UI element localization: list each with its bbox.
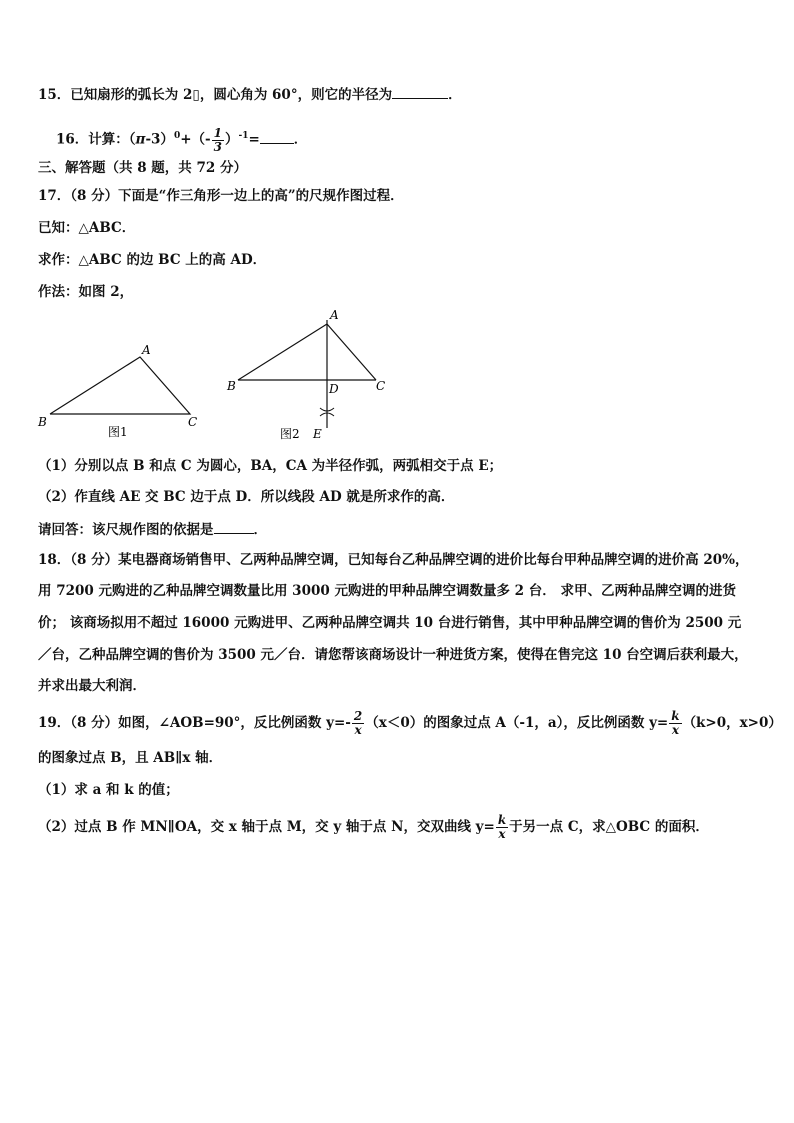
- fraction-one-third: [212, 127, 224, 154]
- fraction-numerator: 1: [213, 125, 222, 140]
- q17-known: 已知：△ABC．: [38, 220, 136, 236]
- q16-end: ．: [293, 131, 308, 148]
- fig1-label-a: A: [142, 343, 151, 357]
- q19-line-2: 的图象过点 B，且 AB∥x 轴．: [38, 750, 223, 766]
- fig1-label-b: B: [38, 415, 47, 429]
- q16-equals: =: [248, 131, 260, 148]
- q15-number: 15．: [38, 87, 71, 103]
- q19-text-b: （x＜0）的图象过点 A（-1，a），反比例函数 y=: [365, 715, 669, 731]
- geometry-figures: [0, 300, 420, 450]
- q15-text-pre: 已知扇形的弧长为 2: [70, 87, 193, 103]
- question-15: [38, 84, 462, 105]
- q16-number: 16．: [56, 131, 89, 148]
- fig2-label-a: A: [330, 308, 339, 322]
- q17-method: 作法：如图 2，: [38, 284, 134, 300]
- q19-line-1: [38, 710, 782, 737]
- figure-2: [226, 308, 385, 441]
- placeholder-box-icon: ▯: [192, 87, 200, 103]
- fig2-label-b: B: [227, 379, 236, 393]
- q17-requirement: 求作：△ABC 的边 BC 上的高 AD．: [38, 252, 267, 268]
- q19-part2-a: （2）过点 B 作 MN∥OA，交 x 轴于点 M，交 y 轴于点 N，交双曲线 y=: [38, 819, 495, 835]
- segment-ab: [238, 324, 327, 380]
- fraction-denominator: x: [352, 723, 364, 737]
- q19-part2-b: 于另一点 C，求△OBC 的面积．: [509, 819, 709, 835]
- fig2-label-c: C: [376, 379, 386, 393]
- fig2-label-d: D: [329, 382, 339, 396]
- q15-end: ．: [448, 87, 462, 103]
- q19-part-2: [38, 814, 709, 841]
- fraction-numerator: k: [671, 709, 680, 723]
- pi-symbol: π: [135, 131, 146, 148]
- q16-plus: +（-: [180, 131, 211, 148]
- segment-ac: [327, 324, 376, 380]
- fraction-denominator: x: [496, 827, 508, 841]
- q17-step-2: （2）作直线 AE 交 BC 边于点 D．所以线段 AD 就是所求作的高．: [38, 489, 455, 505]
- answer-blank[interactable]: [392, 84, 448, 99]
- q19-text-c: （k>0，x>0）: [682, 715, 782, 731]
- q17-answer-prompt: [38, 519, 267, 540]
- q17-ask-end: ．: [253, 522, 267, 538]
- fraction-k-over-x: [669, 710, 681, 737]
- q16-exponent-neg1: -1: [238, 131, 249, 141]
- question-16: [56, 126, 307, 154]
- q18-line-3: 价； 该商场拟用不超过 16000 元购进甲、乙两种品牌空调共 10 台进行销售，其中甲种品牌空调的售价为 2500 元: [38, 615, 742, 631]
- q16-text-pre: 计算：（: [88, 131, 136, 148]
- q17-heading: 17．（8 分）下面是“作三角形一边上的高”的尺规作图过程．: [38, 188, 404, 204]
- fraction-numerator: k: [497, 813, 507, 827]
- fig1-caption: 图1: [108, 425, 128, 439]
- q19-part-1: （1）求 a 和 k 的值；: [38, 782, 179, 798]
- q17-ask: 请回答：该尺规作图的依据是: [38, 522, 214, 538]
- answer-blank[interactable]: [214, 519, 254, 534]
- q15-text-mid: ，圆心角为 60°，则它的半径为: [199, 87, 393, 103]
- fig1-label-c: C: [188, 415, 198, 429]
- answer-blank[interactable]: [260, 129, 294, 144]
- triangle-abc-fig1: [50, 357, 190, 414]
- q16-close: ）: [224, 131, 239, 148]
- fraction-denominator: 3: [213, 139, 222, 154]
- q18-line-4: ／台，乙种品牌空调的售价为 3500 元／台．请您帮该商场设计一种进货方案，使得在售完这 10 台空调后获利最大，: [38, 647, 748, 663]
- fraction-denominator: x: [669, 723, 681, 737]
- fraction-2-over-x: [352, 710, 364, 737]
- fraction-numerator: 2: [353, 709, 363, 723]
- fig2-caption: 图2: [280, 427, 300, 441]
- q16-exponent-0: 0: [173, 131, 181, 141]
- figure-1: [37, 343, 197, 439]
- q17-step-1: （1）分别以点 B 和点 C 为圆心，BA，CA 为半径作弧，两弧相交于点 E；: [38, 458, 503, 474]
- q18-line-1: 18．（8 分）某电器商场销售甲、乙两种品牌空调，已知每台乙种品牌空调的进价比每台甲种品牌空调的进价高 20%，: [38, 552, 749, 568]
- fraction-k-over-x: [496, 814, 508, 841]
- section-heading: 三、解答题（共 8 题，共 72 分）: [38, 160, 247, 176]
- q18-line-5: 并求出最大利润．: [38, 678, 146, 694]
- q16-minus3: -3）: [145, 131, 174, 148]
- q19-text-a: 19．（8 分）如图，∠AOB=90°，反比例函数 y=-: [38, 715, 351, 731]
- q18-line-2: 用 7200 元购进的乙种品牌空调数量比用 3000 元购进的甲种品牌空调数量多 2 台． 求甲、乙两种品牌空调的进货: [38, 583, 736, 599]
- fig2-label-e: E: [313, 427, 322, 441]
